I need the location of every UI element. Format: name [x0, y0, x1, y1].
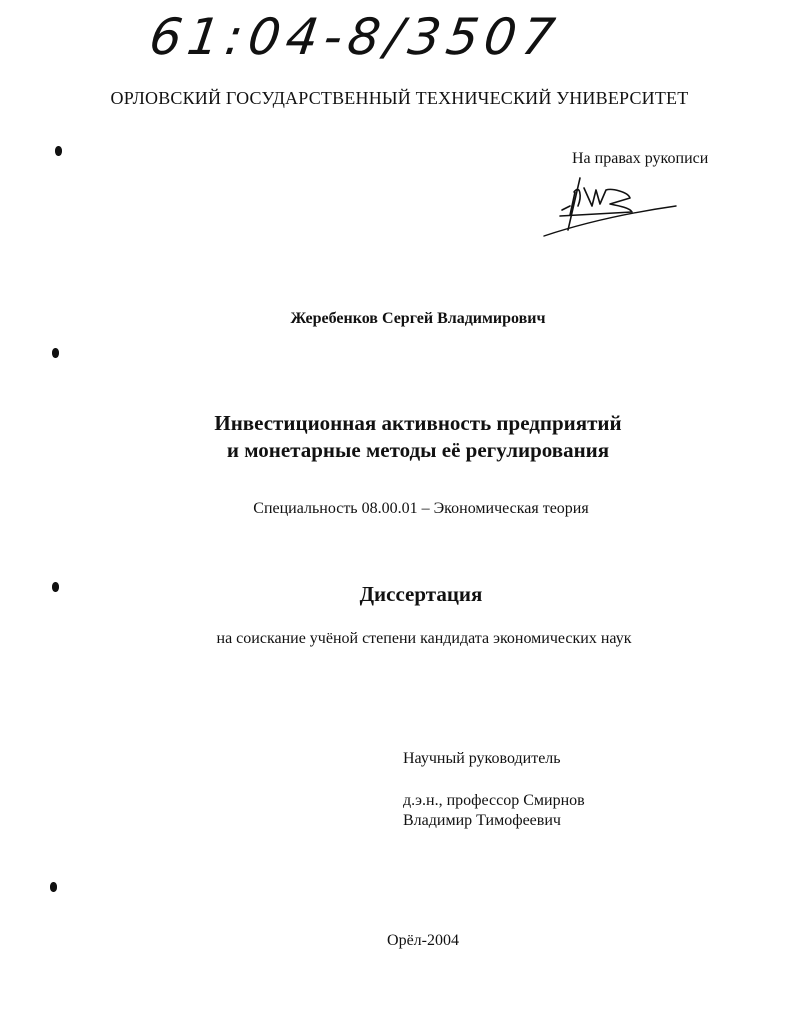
- signature-icon: [540, 170, 690, 242]
- title-line-2: и монетарные методы её регулирования: [226, 438, 610, 462]
- advisor-name: [403, 791, 585, 831]
- degree-statement: на соискание учёной степени кандидата экономических наук: [216, 630, 632, 647]
- rights-note: На правах рукописи: [572, 150, 709, 167]
- author-name: Жеребенков Сергей Владимирович: [290, 310, 546, 327]
- university-name: ОРЛОВСКИЙ ГОСУДАРСТВЕННЫЙ ТЕХНИЧЕСКИЙ УНИВЕРСИТЕТ: [110, 88, 689, 108]
- punch-hole-mark: [52, 348, 59, 358]
- advisor-line-2: Владимир Тимофеевич: [403, 812, 561, 829]
- archive-number-handwritten: 61:04-8/3507: [145, 8, 565, 66]
- title-line-1: Инвестиционная активность предприятий: [214, 411, 622, 435]
- city-year: Орёл-2004: [387, 932, 459, 949]
- signature: [540, 170, 690, 247]
- advisor-line-1: д.э.н., профессор Смирнов: [403, 792, 585, 809]
- dissertation-title: [0, 410, 799, 464]
- punch-hole-mark: [55, 146, 62, 156]
- punch-hole-mark: [50, 882, 57, 892]
- document-type: Диссертация: [359, 582, 483, 606]
- specialty: Специальность 08.00.01 – Экономическая теория: [253, 500, 589, 517]
- advisor-label: Научный руководитель: [403, 750, 561, 767]
